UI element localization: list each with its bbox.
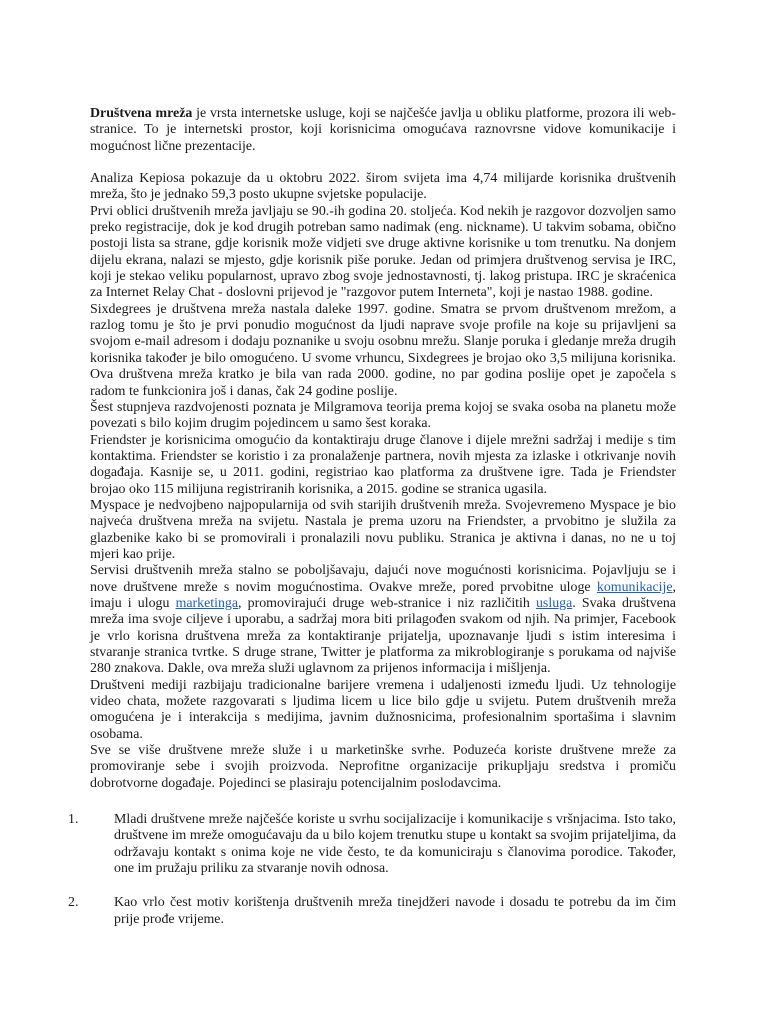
intro-rest: je vrsta internetske usluge, koji se najčešće javlja u obliku platforme, prozora ili web-stranice. To je internetski prostor, koji korisnicima omogućava raznovrsne vidove komunikacije i mogućnost lične prezentacije. [90,106,677,154]
paragraph-services [90,563,676,677]
list-item [68,895,676,928]
list-item [68,812,676,877]
services-text-2: , imaju i ulogu [90,579,676,611]
paragraph-barriers: Društveni mediji razbijaju tradicionalne barijere vremena i udaljenosti između ljudi. Uz tehnologije video chata, možete razgovarati s ljudima licem u lice bilo gdje u svijetu. Putem društvenih mreža omogućena je i interakcija s medijima, javnim dužnosnicima, profesionalnim sportašima i slavnim osobama. [90,677,676,742]
link-usluga[interactable]: usluga [535,595,573,611]
paragraph-myspace: Myspace je nedvojbeno najpopularnija od svih starijih društvenih mreža. Svojevremeno Myspace je bio najveća društvena mreža na svijetu. Nastala je prema uzoru na Friendster, a prvobitno je služila za glazbenike kako bi se promovirali i pronalazili novu publiku. Stranica je aktivna i danas, no ne u toj mjeri kao prije. [90,497,676,562]
paragraph-marketing: Sve se više društvene mreže služe i u marketinške svrhe. Poduzeća koriste društvene mreže za promoviranje sebe i svojih proizvoda. Neprofitne organizacije prikupljaju sredstva i promiču dobrotvorne događaje. Pojedinci se plasiraju potencijalnim poslodavcima. [90,743,676,791]
services-text-1: Servisi društvenih mreža stalno se poboljšavaju, dajući nove mogućnosti korisnicima. Pojavljuju se i nove društvene mreže s novim mogućnostima. Ovakve mreže, pored prvobitne uloge [90,563,676,595]
paragraph-first-forms: Prvi oblici društvenih mreža javljaju se 90.-ih godina 20. stoljeća. Kod nekih je razgovor dozvoljen samo preko registracije, dok je kod drugih potreban samo nadimak (eng. nickname). U takvim sobama, obično postoji lista sa strane, gdje korisnik može vidjeti sve druge aktivne korisnike u tom trenutku. Na donjem dijelu ekrana, nalazi se mjesto, gdje korisnik piše poruke. Jedan od primjera društvenog servisa je IRC, koji je stekao veliku popularnost, upravo zbog svoje jednostavnosti, tj. lakog pristupa. IRC je skraćenica za Internet Relay Chat - doslovni prijevod je "razgovor putem Interneta", koji je nastao 1988. godine. [90,203,676,301]
paragraph-sixdegrees: Sixdegrees je društvena mreža nastala daleke 1997. godine. Smatra se prvom društvenom mrežom, a razlog tomu je što je prvi ponudio mogućnost da ljudi naprave svoje profile na koje su prijavljeni sa svojom e-mail adresom i dodaju poznanike u svoju osobnu mrežu. Slanje poruka i gledanje mreža drugih korisnika također je bilo omogućeno. U svome vrhuncu, Sixdegrees je brojao oko 3,5 milijuna korisnika. Ova društvena mreža kratko je bila van rada 2000. godine, no par godina poslije opet je započela s radom te funkcionira još i danas, čak 24 godine poslije. [90,301,676,399]
link-komunikacije[interactable]: komunikacije [596,579,673,595]
list-item-text: Mladi društvene mreže najčešće koriste u svrhu socijalizacije i komunikacije s vršnjacima. Isto tako, društvene im mreže omogućavaju da u bilo kojem trenutku stupe u kontakt sa svojim prijateljima, da održavaju kontakt s onima koje ne vide često, te da komuniciraju s članovima porodice. Također, one im pružaju priliku za stvaranje novih odnosa. [114,812,676,877]
numbered-list [68,812,676,928]
link-marketinga[interactable]: marketinga [175,595,239,611]
paragraph-kepios: Analiza Kepiosa pokazuje da u oktobru 2022. širom svijeta ima 4,74 milijarde korisnika društvenih mreža, što je jednako 59,3 posto ukupne svjetske populacije. [90,171,676,203]
list-item-number: 2. [68,895,79,911]
services-text-4: . Svaka društvena mreža ima svoje ciljeve i uporabu, a sadržaj mora biti prilagođen svakom od njih. Na primjer, Facebook je vrlo korisna društvena mreža za kontaktiranje prijatelja, upoznavanje ljudi s istim interesima i stvaranje stranica tvrtke. S druge strane, Twitter je platforma za mikroblogiranje s porukama od najviše 280 znakova. Dakle, ova mreža služi uglavnom za prijenos informacija i mišljenja. [90,595,676,677]
document-page [68,106,677,928]
intro-paragraph [90,106,676,155]
list-item-number: 1. [68,812,79,828]
paragraph-friendster: Friendster je korisnicima omogućio da kontaktiraju druge članove i dijele mrežni sadržaj i medije s tim kontaktima. Friendster se koristio i za pronalaženje partnera, novih mjesta za izlaske i otkrivanje novih događaja. Kasnije se, u 2011. godini, registriao kao platforma za društvene igre. Tada je Friendster brojao oko 115 milijuna registriranih korisnika, a 2015. godine se stranica ugasila. [90,432,676,497]
intro-term: Društvena mreža [90,106,193,121]
services-text-3: , promovirajući druge web-stranice i niz različitih [238,595,536,611]
list-item-text: Kao vrlo čest motiv korištenja društvenih mreža tinejdžeri navode i dosadu te potrebu da im čim prije prođe vrijeme. [114,895,676,927]
paragraph-six-degrees-theory: Šest stupnjeva razdvojenosti poznata je Milgramova teorija prema kojoj se svaka osoba na planetu može povezati s bilo kojim drugim pojedincem u samo šest koraka. [90,399,676,432]
